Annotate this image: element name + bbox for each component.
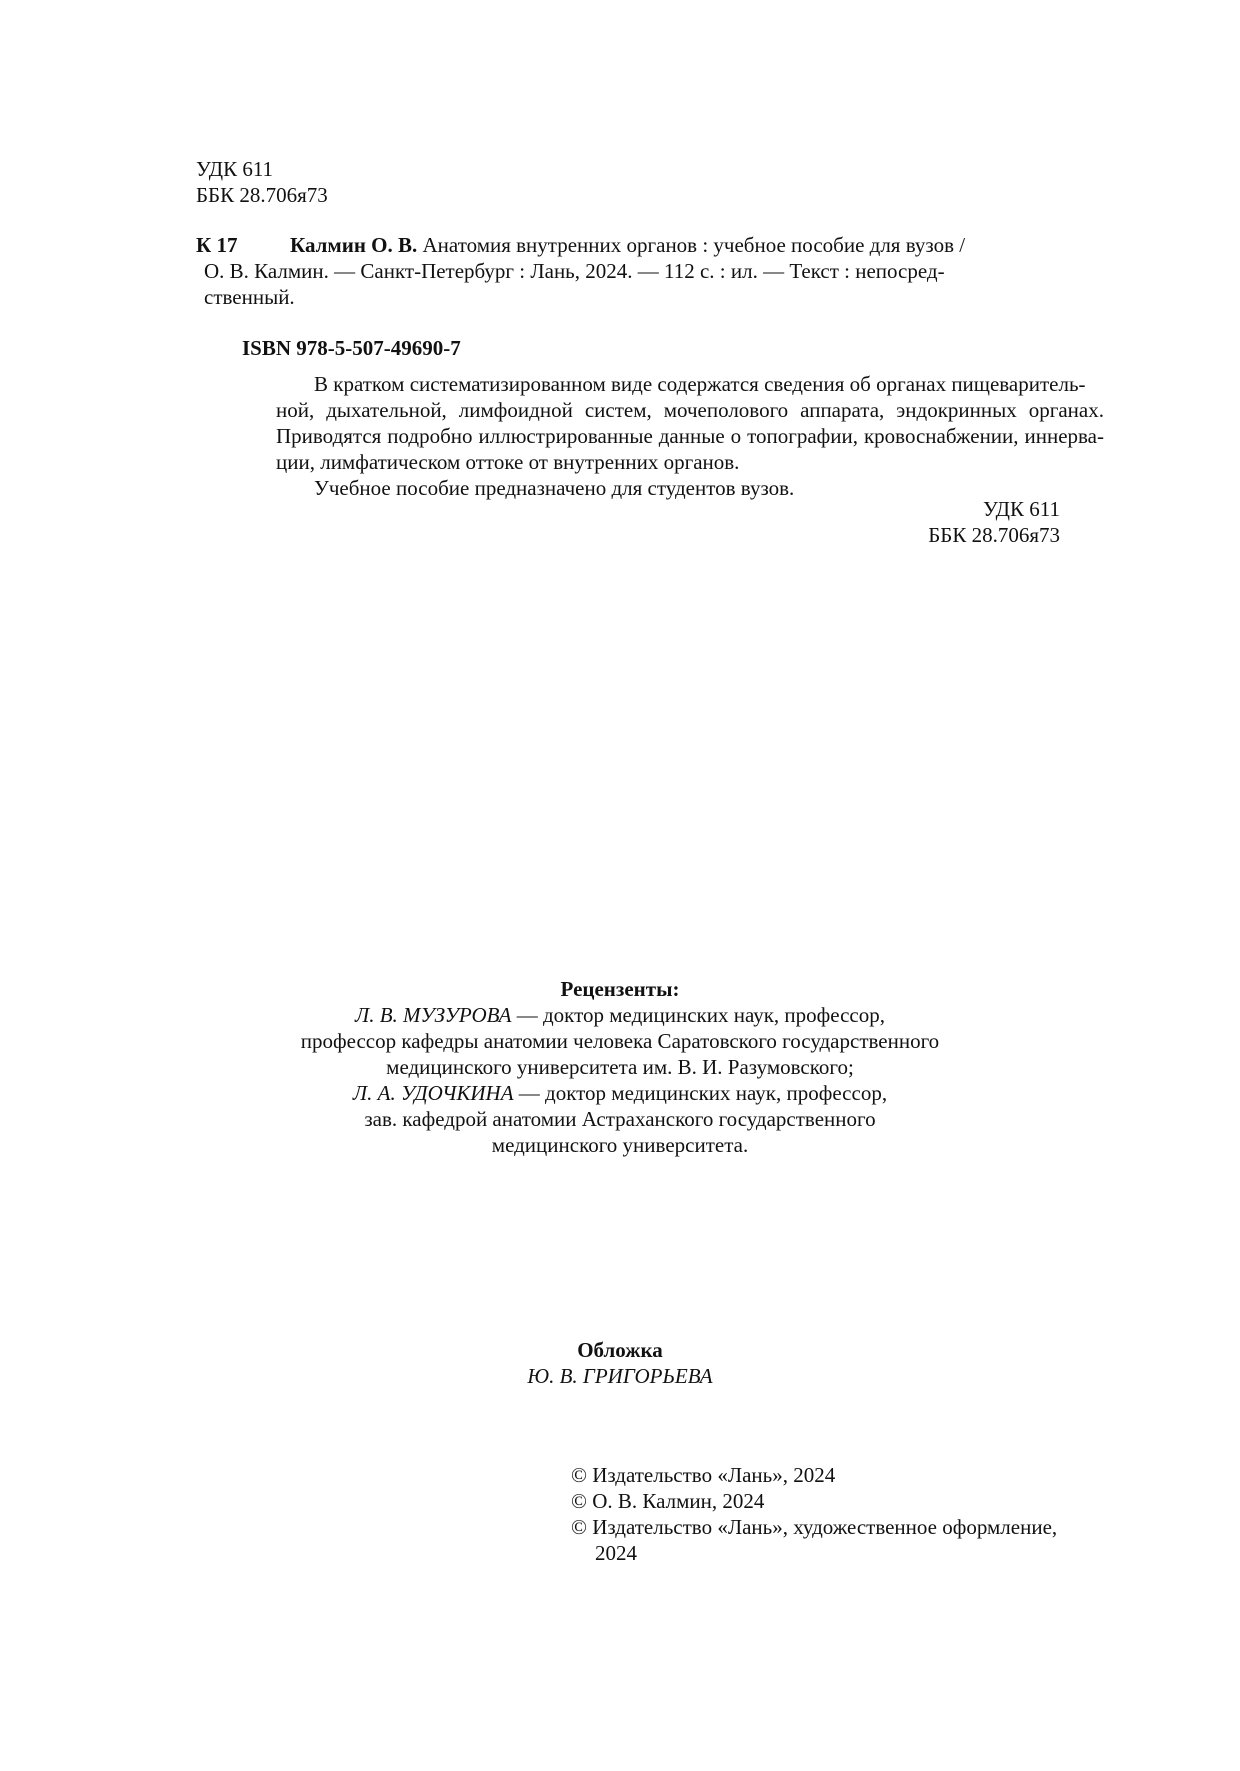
annotation-line-2: ной, дыхательной, лимфоидной систем, мочеполового аппарата, эндокринных органах.	[276, 398, 1104, 422]
reviewer-2-line-1	[270, 1080, 970, 1106]
reviewers-block	[270, 976, 970, 1158]
classification-right	[860, 496, 1060, 548]
classification-top	[196, 156, 328, 208]
annotation	[276, 371, 1104, 501]
catalog-author: Калмин О. В.	[290, 233, 418, 257]
catalog-line-2: О. В. Калмин. — Санкт-Петербург : Лань, 2024. — 112 с. : ил. — Текст : непосред-	[204, 259, 945, 283]
catalog-record	[196, 232, 1062, 310]
copyright-line-1: © Издательство «Лань», 2024	[571, 1463, 836, 1487]
reviewer-2-line-3: медицинского университета.	[491, 1133, 749, 1157]
bbk-code: ББК 28.706я73	[196, 183, 328, 207]
reviewer-1-line-1	[270, 1002, 970, 1028]
bbk-code: ББК 28.706я73	[928, 523, 1060, 547]
reviewer-1-line-3: медицинского университета им. В. И. Разумовского;	[386, 1055, 854, 1079]
annotation-line-4: ции, лимфатическом оттоке от внутренних органов.	[276, 450, 740, 474]
cover-designer: Ю. В. ГРИГОРЬЕВА	[527, 1364, 713, 1388]
catalog-title: Анатомия внутренних органов : учебное пособие для вузов /	[417, 233, 966, 257]
isbn: ISBN 978-5-507-49690-7	[242, 336, 461, 360]
author-sign: К 17	[196, 233, 238, 257]
catalog-line-1	[290, 232, 1062, 258]
copyright-line-4: 2024	[595, 1541, 637, 1565]
reviewers-heading: Рецензенты:	[560, 977, 680, 1001]
cover-credit	[420, 1337, 820, 1389]
reviewer-1-degree: — доктор медицинских наук, профессор,	[511, 1003, 886, 1027]
reviewer-2-line-2: зав. кафедрой анатомии Астраханского государственного	[364, 1107, 876, 1131]
reviewer-2-name: Л. А. УДОЧКИНА	[352, 1081, 514, 1105]
annotation-line-1: В кратком систематизированном виде содержатся сведения об органах пищеваритель-	[314, 372, 1086, 396]
reviewer-1-name: Л. В. МУЗУРОВА	[354, 1003, 512, 1027]
copyright-line-3: © Издательство «Лань», художественное оформление,	[571, 1515, 1058, 1539]
annotation-line-5: Учебное пособие предназначено для студентов вузов.	[314, 476, 795, 500]
annotation-line-3: Приводятся подробно иллюстрированные данные о топографии, кровоснабжении, иннерва-	[276, 424, 1104, 448]
udk-code: УДК 611	[196, 157, 274, 181]
reviewer-1-line-2: профессор кафедры анатомии человека Саратовского государственного	[300, 1029, 940, 1053]
udk-code: УДК 611	[982, 497, 1060, 521]
copyright-line-2: © О. В. Калмин, 2024	[571, 1489, 765, 1513]
reviewer-2-degree: — доктор медицинских наук, профессор,	[513, 1081, 888, 1105]
catalog-line-3: ственный.	[204, 285, 295, 309]
copyright-block	[571, 1462, 1071, 1566]
cover-heading: Обложка	[577, 1338, 663, 1362]
